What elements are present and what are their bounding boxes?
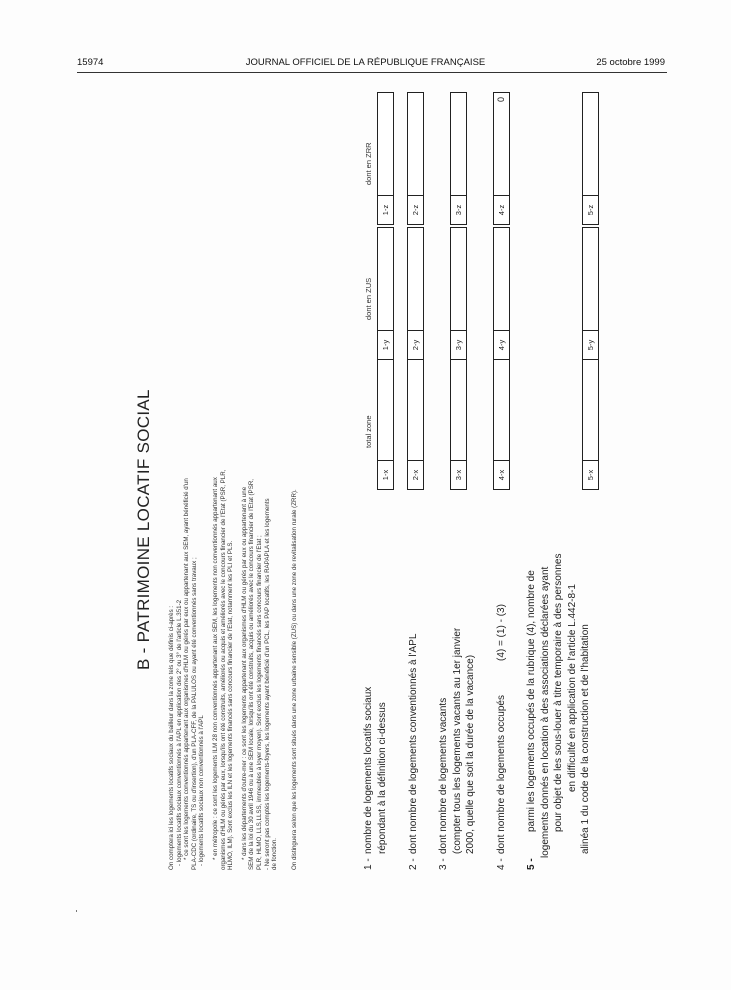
journal-title: JOURNAL OFFICIEL DE LA RÉPUBLIQUE FRANÇAISE <box>245 57 486 68</box>
input-3-x[interactable]: 3-x <box>450 357 467 490</box>
input-4-z[interactable]: 4-z 0 <box>493 92 510 225</box>
input-2-z[interactable]: 2-z <box>407 92 424 225</box>
intro-line: On distinguera selon que les logements sont situés dans une zone urbaine sensible (ZUS) ou dans une zone de revitalisation rurale (ZRR). <box>290 489 298 870</box>
input-5-x[interactable]: 5-x <box>582 357 599 490</box>
row-label-5: 5 -parmi les logements occupés de la rubrique (4), nombre de logements donnés en location à des associations déclarées ayant pour objet de les sous-louer à titre temporaire à des personnes en difficulté en application de l'article L.442-8-1 alinéa 1 du code de la construction et de l'habitation <box>526 553 591 870</box>
column-header-total-zone: total zone <box>364 415 373 448</box>
column-header-zus: dont en ZUS <box>364 277 373 320</box>
intro-line: * dans les départements d'outre-mer : ce sont les logements appartenant aux organismes d'HLM ou gérés par eux ou appartenant à une <box>240 486 248 860</box>
input-4-y[interactable]: 4-y <box>493 227 510 360</box>
intro-line: - logements locatifs sociaux non conventionnés à l'APL <box>198 715 206 866</box>
input-2-x[interactable]: 2-x <box>407 357 424 490</box>
intro-line: - Ne seront pas comptés les logements-foyers, les logements ayant bénéficié d'un PCL, les PAP locatifs, les RAPAPLA et les logements <box>263 498 271 870</box>
scan-speck <box>76 910 77 912</box>
intro-line: * ce sont les logements conventionnés appartenant aux organismes d'HLM ou gérés par eux ou appartenant aux SEM, ayant bénéficié d'un <box>183 478 191 860</box>
intro-line: SEM de la loi du 30 avril 1946 ou à une SEM locale, lorsqu'ils ont été construits, acquis ou améliorés avec le concours financier de l'Etat (PSR, <box>248 478 256 870</box>
column-header-zrr: dont en ZRR <box>364 142 373 185</box>
issue-date: 25 octobre 1999 <box>596 57 665 68</box>
page-number: 15974 <box>77 57 104 68</box>
row-label-4: 4 -dont nombre de logements occupés(4) = (1) - (3) <box>496 604 507 870</box>
row-formula: (4) = (1) - (3) <box>496 604 507 661</box>
input-4-x[interactable]: 4-x <box>493 357 510 490</box>
input-5-z[interactable]: 5-z <box>582 92 599 225</box>
intro-line: PLR, HLMO, LLS,LLSS, immeubles à loyer moyen). Sont exclus les logements financés sans concours financier de l'Etat ; <box>255 535 263 870</box>
input-3-z[interactable]: 3-z <box>450 92 467 225</box>
rotated-page-body <box>130 85 620 870</box>
row-label-3: 3 -dont nombre de logements vacants (compter tous les logements vacants au 1er janvier 2000, quelle que soit la durée de la vacance) <box>438 627 476 870</box>
input-5-y[interactable]: 5-y <box>582 227 599 360</box>
intro-line: * en métropole : ce sont les logements ILM 28 non conventionnés appartenant aux SEM, les logements non conventionnés appartenant aux <box>211 477 219 860</box>
input-1-z[interactable]: 1-z <box>377 92 394 225</box>
intro-line: de fonction. <box>271 838 279 870</box>
intro-text <box>168 450 298 870</box>
input-1-y[interactable]: 1-y <box>377 227 394 360</box>
intro-line: On comptera ici les logements locatifs sociaux du bailleur dans la zone tels que définis ci-après : <box>168 605 175 870</box>
row-label-2: 2 -dont nombre de logements conventionnés à l'APL <box>408 633 419 870</box>
section-title: B - PATRIMOINE LOCATIF SOCIAL <box>134 389 153 670</box>
row-label-1: 1 -nombre de logements locatifs sociaux répondant à la définition ci-dessus <box>363 686 388 870</box>
intro-line: PLA-CDC (ordinaire, TS ou d'insertion), d'un PLA-CFF, de la PALULOS ou ayant été conventionnés sans travaux ; <box>190 557 198 870</box>
input-1-x[interactable]: 1-x <box>377 357 394 490</box>
intro-line: - logements locatifs sociaux conventionnés à l'APL en application des 2° ou 3° de l'article L.351-2 <box>175 599 183 866</box>
intro-line: organismes d'HLM ou gérés par eux, lorsqu'ils ont été construits, améliorés ou acquis et améliorés avec le concours financier de l'Etat (PSR, PLR, <box>219 469 227 870</box>
input-3-y[interactable]: 3-y <box>450 227 467 360</box>
intro-line: HLMO, ILM). Sont exclus les ILN et les logements financés sans concours financier de l'Etat, notamment les PLI et PLS. <box>227 540 235 870</box>
input-2-y[interactable]: 2-y <box>407 227 424 360</box>
header-rule <box>77 72 667 73</box>
